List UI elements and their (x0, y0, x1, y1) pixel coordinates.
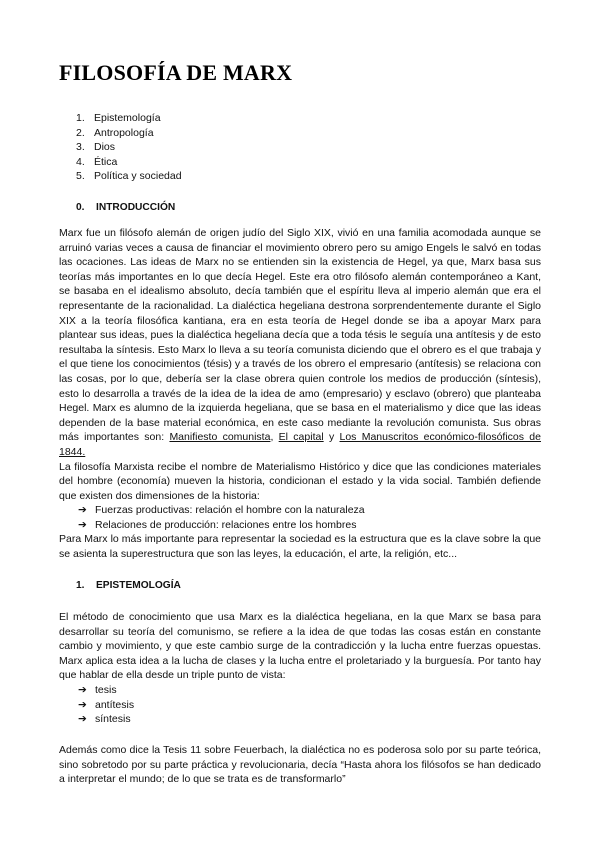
work-link: Los Manuscritos económico-filosóficos de 1844. (59, 431, 541, 458)
bullet-list (59, 683, 541, 727)
page-title: FILOSOFÍA DE MARX (59, 60, 293, 85)
paragraph: La filosofía Marxista recibe el nombre de Materialismo Histórico y dice que las condiciones materiales del hombre (economía) mueven la historia, condicionan el estado y la vida social. También defiende que existen dos dimensiones de la historia: (59, 460, 541, 502)
paragraph: El método de conocimiento que usa Marx es la dialéctica hegeliana, en la que Marx se basa para desarrollar su teoría del comunismo, se refiere a la idea de que todas las cosas están en constante cambio y movimiento, y que este cambio surge de la contradicción y la lucha entre fuerzas opuestas. Marx aplica esta idea a la lucha de clases y la lucha entre el proletariado y la burguesía. Por tanto hay que hablar de ella desde un triple punto de vista: (59, 611, 541, 682)
arrow-bullet-icon: ➔ (78, 713, 87, 726)
bullet-list (59, 503, 541, 532)
paragraph: Para Marx lo más importante para representar la sociedad es la estructura que es la clave sobre la que se asienta la superestructura que son las leyes, la educación, el arte, la religión, etc... (59, 533, 541, 561)
arrow-bullet-icon: ➔ (78, 698, 87, 711)
toc-item: 1. Epistemología (76, 112, 161, 124)
table-of-contents (76, 111, 182, 184)
toc-item-label: Política y sociedad (94, 170, 182, 183)
list-item: ➔ tesis (78, 683, 117, 696)
toc-item: 4. Ética (76, 155, 118, 168)
toc-item-label: Epistemología (94, 112, 161, 124)
section-heading-epistemologia: 1. EPISTEMOLOGÍA (76, 580, 181, 591)
list-item: ➔ Relaciones de producción: relaciones entre los hombres (78, 518, 357, 531)
arrow-bullet-icon: ➔ (78, 504, 87, 517)
work-link: Manifiesto comunista (169, 431, 271, 444)
toc-item: 5. Política y sociedad (76, 170, 182, 183)
paragraph: Además como dice la Tesis 11 sobre Feuerbach, la dialéctica no es poderosa solo por su parte teórica, sino sobretodo por su parte práctica y revolucionaria, decía “Hasta ahora los filósofos se han dedicado a interpretar el mundo; de lo que se trata es de transformarlo” (59, 744, 541, 786)
section-introduccion-body (59, 226, 541, 562)
arrow-bullet-icon: ➔ (78, 518, 87, 531)
list-item: ➔ antítesis (78, 698, 135, 711)
section-epistemologia-body (59, 610, 541, 727)
section-heading-introduccion: 0. INTRODUCCIÓN (76, 202, 176, 213)
work-link: El capital (278, 431, 324, 444)
paragraph: Marx fue un filósofo alemán de origen judío del Siglo XIX, vivió en una familia acomodada aunque se arruinó varias veces a causa de financiar el movimiento obrero pero su amigo Engels le salvó en todas las ocaciones. Las ideas de Marx no se entienden sin la existencia de Hegel, ya que, Marx basa sus teorías más importantes en lo que decía Hegel. Este era otro filósofo alemán contemporáneo a Kant, se basaba en el idealismo absoluto, decía también que el espíritu lleva al imperio alemán que era el representante de la racionalidad. La dialéctica hegeliana destrona sorprendentemente durante el Siglo XIX a la teoría filosófica kantiana, era en esta teoría de Hegel donde se iba a apoyar Marx para plantear sus ideas, pues la dialéctica hegeliana decía que a toda tésis le seguía una antítesis y de esto resultaba la síntesis. Esto Marx lo lleva a su teoría comunista diciendo que el obrero es el que trabaja y el que tiene los conocimientos (tésis) y a través de los obrero el empresario (antítesis) se relaciona con las cosas, por lo que, debería ser la clase obrera quien controle los medios de producción (síntesis), esto lo desarrolla a través de la idea de la idea de amo (empresario) y esclavo (obrero) que planteaba Hegel. Marx es alumno de la izquierda hegeliana, que se basa en el materialismo y dice que las ideas dependen de la base material económica, en este caso mediante la revolución comunista. Sus obras más importantes son: Manifiesto comunista, El capital y Los Manuscritos económico-filosóficos de 1844. (59, 227, 541, 458)
toc-item-label: Ética (94, 155, 118, 168)
toc-item: 3. Dios (76, 141, 116, 154)
toc-item: 2. Antropología (76, 126, 154, 139)
toc-item-label: Antropología (94, 126, 154, 139)
list-item: ➔ síntesis (78, 713, 131, 726)
list-item: ➔ Fuerzas productivas: relación el hombre con la naturaleza (78, 504, 365, 517)
section-epistemologia-closing (59, 743, 541, 787)
arrow-bullet-icon: ➔ (78, 683, 87, 696)
toc-item-label: Dios (94, 141, 116, 154)
